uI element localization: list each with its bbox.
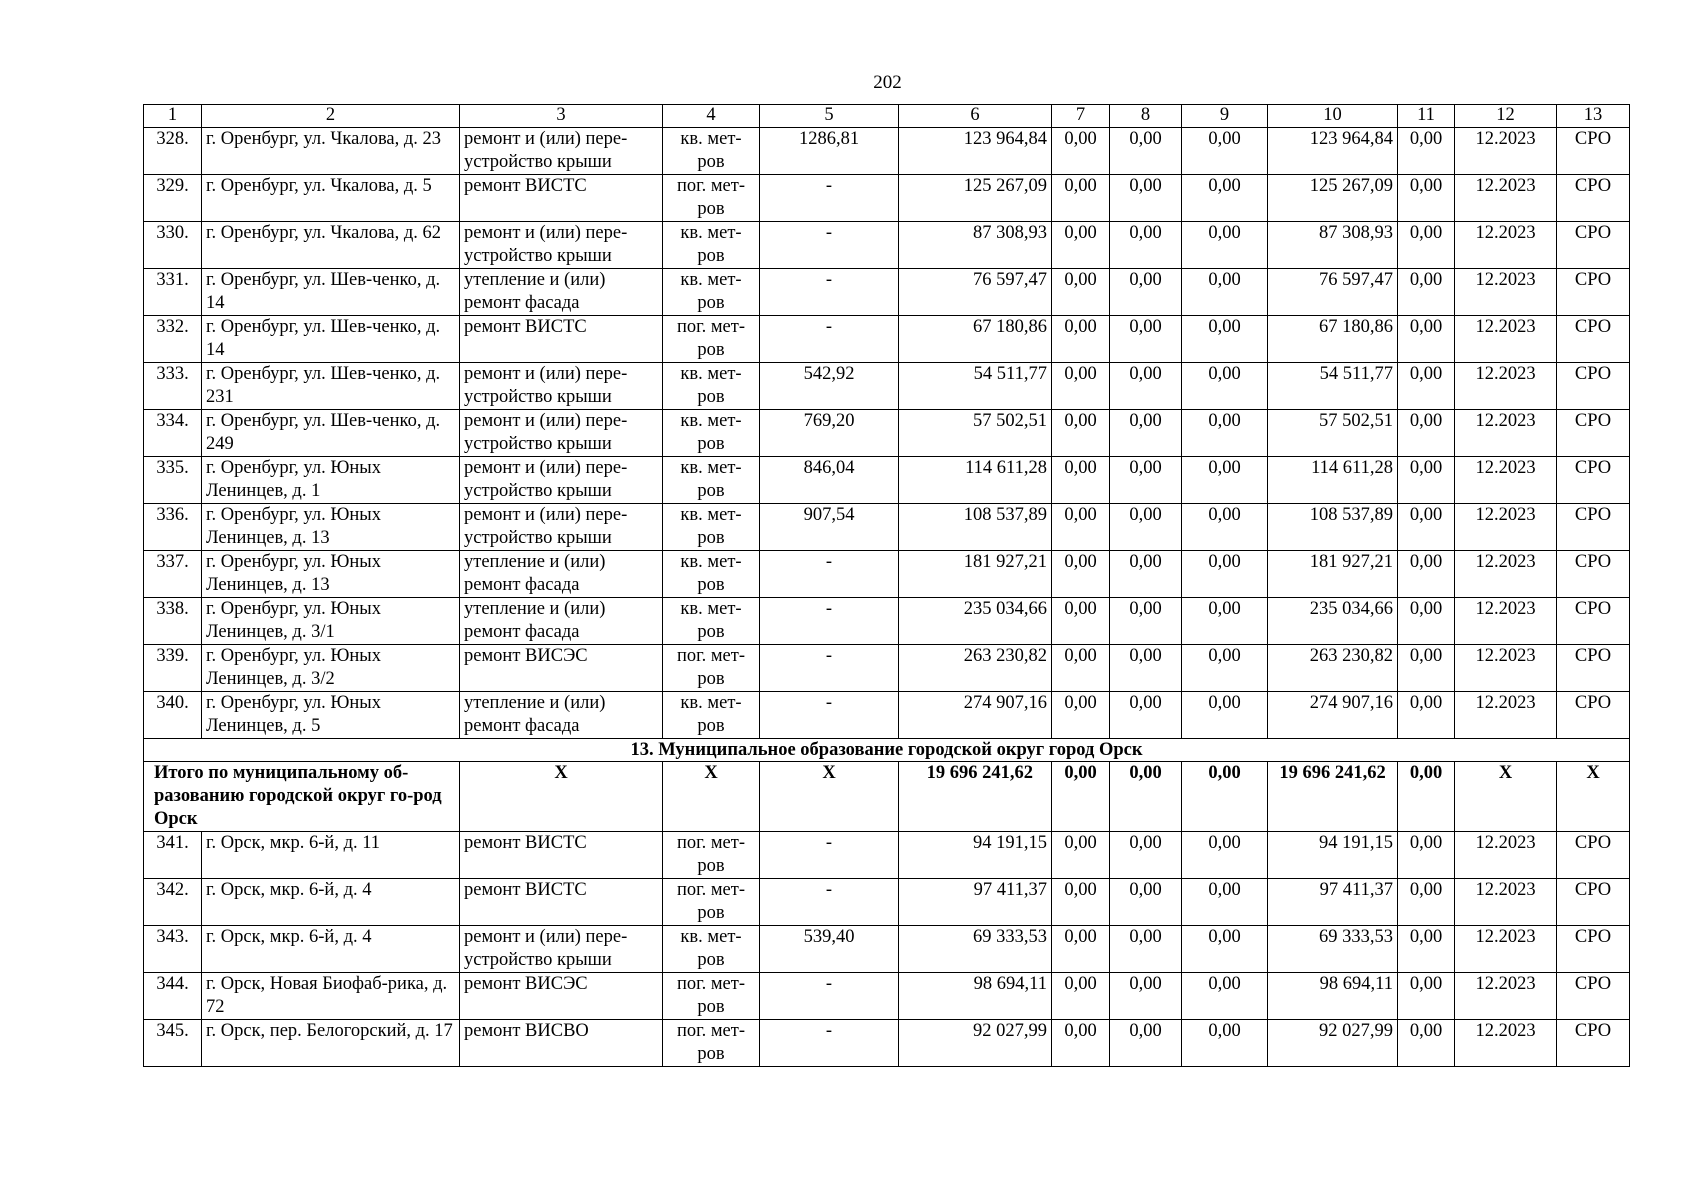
cell-source: СРО: [1557, 645, 1630, 692]
cell-cost: 92 027,99: [899, 1020, 1052, 1067]
cell-address: г. Оренбург, ул. Юных Ленинцев, д. 5: [202, 692, 460, 739]
cell-col-10: 92 027,99: [1268, 1020, 1398, 1067]
cell-col-11: 0,00: [1398, 316, 1455, 363]
cell-row-number: 334.: [144, 410, 202, 457]
cell-col-11: 0,00: [1398, 1020, 1455, 1067]
table-row: [144, 410, 1630, 457]
cell-col-7: 0,00: [1052, 832, 1110, 879]
cell-work-type: утепление и (или) ремонт фасада: [460, 692, 663, 739]
cell-address: г. Оренбург, ул. Юных Ленинцев, д. 13: [202, 551, 460, 598]
cell-col-9: 0,00: [1182, 926, 1268, 973]
cell-row-number: 330.: [144, 222, 202, 269]
cell-col-9: 0,00: [1182, 645, 1268, 692]
cell-area: 907,54: [760, 504, 899, 551]
cell-unit: кв. мет-ров: [663, 269, 760, 316]
orsk-section: [144, 739, 1630, 832]
cell-unit: пог. мет-ров: [663, 1020, 760, 1067]
cell-col-10: 87 308,93: [1268, 222, 1398, 269]
cell-address: г. Оренбург, ул. Чкалова, д. 62: [202, 222, 460, 269]
cell-col-8: 0,00: [1110, 1020, 1182, 1067]
cell-area: -: [760, 692, 899, 739]
cell-source: СРО: [1557, 457, 1630, 504]
cell-unit: кв. мет-ров: [663, 692, 760, 739]
cell-area: -: [760, 269, 899, 316]
cell-row-number: 345.: [144, 1020, 202, 1067]
cell-unit: кв. мет-ров: [663, 598, 760, 645]
cell-col-9: 0,00: [1182, 128, 1268, 175]
cell-unit: пог. мет-ров: [663, 832, 760, 879]
cell-col-9: 0,00: [1182, 832, 1268, 879]
cell-source: СРО: [1557, 692, 1630, 739]
cell-col-9: 0,00: [1182, 1020, 1268, 1067]
cell-address: г. Оренбург, ул. Юных Ленинцев, д. 3/2: [202, 645, 460, 692]
cell-area: 542,92: [760, 363, 899, 410]
cell-cost: 108 537,89: [899, 504, 1052, 551]
cell-col-9: 0,00: [1182, 504, 1268, 551]
cell-deadline: 12.2023: [1455, 363, 1557, 410]
cell-work-type: ремонт и (или) пере-устройство крыши: [460, 128, 663, 175]
cell-col-7: 0,00: [1052, 1020, 1110, 1067]
cell-col-10: 263 230,82: [1268, 645, 1398, 692]
cell-cost: 94 191,15: [899, 832, 1052, 879]
cell-col-10: 274 907,16: [1268, 692, 1398, 739]
cell-col-9: 0,00: [1182, 316, 1268, 363]
table-row: [144, 1020, 1630, 1067]
cell-row-number: 335.: [144, 457, 202, 504]
cell-col-9: 0,00: [1182, 973, 1268, 1020]
table-row: [144, 363, 1630, 410]
column-header: 3: [460, 105, 663, 128]
cell-col-7: 0,00: [1052, 128, 1110, 175]
cell-unit: кв. мет-ров: [663, 551, 760, 598]
total-row: [144, 762, 1630, 832]
cell-source: СРО: [1557, 879, 1630, 926]
column-header: 9: [1182, 105, 1268, 128]
cell-work-type: ремонт ВИСТС: [460, 316, 663, 363]
table-row: [144, 551, 1630, 598]
cell-col-7: 0,00: [1052, 269, 1110, 316]
cell-col-11: 0,00: [1398, 175, 1455, 222]
cell-col-8: 0,00: [1110, 645, 1182, 692]
cell-col-7: 0,00: [1052, 598, 1110, 645]
cell-deadline: 12.2023: [1455, 175, 1557, 222]
column-header: 5: [760, 105, 899, 128]
cell-work-type: ремонт и (или) пере-устройство крыши: [460, 363, 663, 410]
cell-area: -: [760, 175, 899, 222]
cell-col-9: 0,00: [1182, 692, 1268, 739]
cell-deadline: 12.2023: [1455, 598, 1557, 645]
cell-deadline: 12.2023: [1455, 316, 1557, 363]
cell-address: г. Оренбург, ул. Шев-ченко, д. 249: [202, 410, 460, 457]
cell-col-8: 0,00: [1110, 879, 1182, 926]
cell-address: г. Оренбург, ул. Шев-ченко, д. 14: [202, 316, 460, 363]
cell-col-8: 0,00: [1110, 457, 1182, 504]
cell-deadline: 12.2023: [1455, 973, 1557, 1020]
cell-row-number: 342.: [144, 879, 202, 926]
total-label: Итого по муниципальному об-разованию городской округ го-род Орск: [144, 762, 460, 832]
cell-address: г. Орск, пер. Белогорский, д. 17: [202, 1020, 460, 1067]
cell-row-number: 340.: [144, 692, 202, 739]
table-row: [144, 973, 1630, 1020]
cell-col-11: 0,00: [1398, 363, 1455, 410]
cell-col-8: 0,00: [1110, 598, 1182, 645]
cell-col-8: 0,00: [1110, 175, 1182, 222]
cell-area: 769,20: [760, 410, 899, 457]
cell-cost: 97 411,37: [899, 879, 1052, 926]
cell-col-7: 0,00: [1052, 316, 1110, 363]
cell-source: СРО: [1557, 832, 1630, 879]
cell-unit: пог. мет-ров: [663, 316, 760, 363]
cell-col-7: 0,00: [1052, 222, 1110, 269]
cell-work-type: ремонт и (или) пере-устройство крыши: [460, 926, 663, 973]
table-row: [144, 175, 1630, 222]
total-c11: 0,00: [1398, 762, 1455, 832]
cell-col-11: 0,00: [1398, 692, 1455, 739]
cell-col-10: 57 502,51: [1268, 410, 1398, 457]
cell-col-8: 0,00: [1110, 363, 1182, 410]
cell-area: 1286,81: [760, 128, 899, 175]
column-header: 8: [1110, 105, 1182, 128]
cell-source: СРО: [1557, 551, 1630, 598]
column-header: 6: [899, 105, 1052, 128]
cell-col-10: 94 191,15: [1268, 832, 1398, 879]
cell-unit: кв. мет-ров: [663, 128, 760, 175]
cell-row-number: 339.: [144, 645, 202, 692]
table-row: [144, 645, 1630, 692]
cell-source: СРО: [1557, 128, 1630, 175]
cell-source: СРО: [1557, 598, 1630, 645]
cell-work-type: ремонт и (или) пере-устройство крыши: [460, 410, 663, 457]
column-header: 7: [1052, 105, 1110, 128]
column-number-row: [144, 105, 1630, 128]
cell-unit: кв. мет-ров: [663, 926, 760, 973]
cell-source: СРО: [1557, 504, 1630, 551]
total-cost: 19 696 241,62: [899, 762, 1052, 832]
cell-col-10: 123 964,84: [1268, 128, 1398, 175]
cell-col-10: 69 333,53: [1268, 926, 1398, 973]
cell-col-10: 76 597,47: [1268, 269, 1398, 316]
column-header: 13: [1557, 105, 1630, 128]
cell-area: -: [760, 832, 899, 879]
cell-row-number: 336.: [144, 504, 202, 551]
cell-unit: пог. мет-ров: [663, 879, 760, 926]
cell-deadline: 12.2023: [1455, 269, 1557, 316]
column-header: 1: [144, 105, 202, 128]
cell-col-7: 0,00: [1052, 645, 1110, 692]
cell-row-number: 343.: [144, 926, 202, 973]
cell-area: -: [760, 1020, 899, 1067]
cell-col-11: 0,00: [1398, 973, 1455, 1020]
column-header: 11: [1398, 105, 1455, 128]
cell-area: -: [760, 222, 899, 269]
cell-col-8: 0,00: [1110, 128, 1182, 175]
cell-col-11: 0,00: [1398, 645, 1455, 692]
total-c10: 19 696 241,62: [1268, 762, 1398, 832]
cell-unit: кв. мет-ров: [663, 363, 760, 410]
cell-col-10: 54 511,77: [1268, 363, 1398, 410]
cell-source: СРО: [1557, 926, 1630, 973]
total-c5: X: [760, 762, 899, 832]
cell-deadline: 12.2023: [1455, 692, 1557, 739]
cell-area: -: [760, 973, 899, 1020]
cell-address: г. Оренбург, ул. Юных Ленинцев, д. 1: [202, 457, 460, 504]
cell-unit: кв. мет-ров: [663, 222, 760, 269]
cell-cost: 76 597,47: [899, 269, 1052, 316]
cell-col-10: 67 180,86: [1268, 316, 1398, 363]
cell-area: 539,40: [760, 926, 899, 973]
cell-unit: пог. мет-ров: [663, 175, 760, 222]
cell-deadline: 12.2023: [1455, 551, 1557, 598]
table-row: [144, 879, 1630, 926]
cell-address: г. Орск, мкр. 6-й, д. 4: [202, 926, 460, 973]
cell-col-11: 0,00: [1398, 832, 1455, 879]
cell-work-type: ремонт ВИСЭС: [460, 645, 663, 692]
cell-deadline: 12.2023: [1455, 457, 1557, 504]
orsk-rows: [144, 832, 1630, 1067]
cell-area: 846,04: [760, 457, 899, 504]
cell-work-type: утепление и (или) ремонт фасада: [460, 269, 663, 316]
cell-col-11: 0,00: [1398, 269, 1455, 316]
cell-col-11: 0,00: [1398, 410, 1455, 457]
cell-unit: кв. мет-ров: [663, 504, 760, 551]
cell-address: г. Орск, мкр. 6-й, д. 4: [202, 879, 460, 926]
page-number: 202: [873, 72, 902, 93]
cell-col-8: 0,00: [1110, 222, 1182, 269]
total-c3: X: [460, 762, 663, 832]
cell-address: г. Оренбург, ул. Чкалова, д. 5: [202, 175, 460, 222]
column-header: 4: [663, 105, 760, 128]
cell-area: -: [760, 598, 899, 645]
table-row: [144, 832, 1630, 879]
cell-deadline: 12.2023: [1455, 128, 1557, 175]
cell-col-9: 0,00: [1182, 269, 1268, 316]
cell-area: -: [760, 879, 899, 926]
total-c4: X: [663, 762, 760, 832]
cell-col-11: 0,00: [1398, 504, 1455, 551]
total-c9: 0,00: [1182, 762, 1268, 832]
cell-source: СРО: [1557, 269, 1630, 316]
cell-deadline: 12.2023: [1455, 222, 1557, 269]
cell-work-type: ремонт ВИСЭС: [460, 973, 663, 1020]
cell-work-type: утепление и (или) ремонт фасада: [460, 551, 663, 598]
cell-col-10: 235 034,66: [1268, 598, 1398, 645]
total-c7: 0,00: [1052, 762, 1110, 832]
table-row: [144, 504, 1630, 551]
cell-address: г. Оренбург, ул. Юных Ленинцев, д. 13: [202, 504, 460, 551]
cell-col-10: 98 694,11: [1268, 973, 1398, 1020]
column-header: 12: [1455, 105, 1557, 128]
cell-col-7: 0,00: [1052, 879, 1110, 926]
cell-col-7: 0,00: [1052, 973, 1110, 1020]
cell-unit: пог. мет-ров: [663, 973, 760, 1020]
cell-col-7: 0,00: [1052, 692, 1110, 739]
cell-col-7: 0,00: [1052, 926, 1110, 973]
cell-work-type: ремонт ВИСТС: [460, 879, 663, 926]
cell-source: СРО: [1557, 973, 1630, 1020]
cell-deadline: 12.2023: [1455, 645, 1557, 692]
table-row: [144, 457, 1630, 504]
cell-col-7: 0,00: [1052, 504, 1110, 551]
cell-col-9: 0,00: [1182, 410, 1268, 457]
cell-cost: 87 308,93: [899, 222, 1052, 269]
table-row: [144, 926, 1630, 973]
cell-col-10: 97 411,37: [1268, 879, 1398, 926]
cell-row-number: 328.: [144, 128, 202, 175]
cell-col-7: 0,00: [1052, 551, 1110, 598]
cell-deadline: 12.2023: [1455, 926, 1557, 973]
cell-address: г. Оренбург, ул. Шев-ченко, д. 231: [202, 363, 460, 410]
cell-col-10: 125 267,09: [1268, 175, 1398, 222]
cell-source: СРО: [1557, 363, 1630, 410]
table-row: [144, 316, 1630, 363]
cell-row-number: 333.: [144, 363, 202, 410]
cell-col-7: 0,00: [1052, 410, 1110, 457]
table-row: [144, 222, 1630, 269]
cell-col-11: 0,00: [1398, 926, 1455, 973]
cell-work-type: ремонт ВИСТС: [460, 832, 663, 879]
cell-row-number: 338.: [144, 598, 202, 645]
table-row: [144, 692, 1630, 739]
cell-cost: 98 694,11: [899, 973, 1052, 1020]
total-c13: X: [1557, 762, 1630, 832]
cell-col-7: 0,00: [1052, 175, 1110, 222]
cell-area: -: [760, 645, 899, 692]
cell-source: СРО: [1557, 175, 1630, 222]
cell-work-type: ремонт ВИСТС: [460, 175, 663, 222]
cell-col-8: 0,00: [1110, 410, 1182, 457]
cell-cost: 235 034,66: [899, 598, 1052, 645]
cell-col-11: 0,00: [1398, 222, 1455, 269]
cell-col-9: 0,00: [1182, 551, 1268, 598]
cell-deadline: 12.2023: [1455, 879, 1557, 926]
cell-deadline: 12.2023: [1455, 410, 1557, 457]
cell-col-10: 108 537,89: [1268, 504, 1398, 551]
cell-address: г. Оренбург, ул. Юных Ленинцев, д. 3/1: [202, 598, 460, 645]
cell-cost: 57 502,51: [899, 410, 1052, 457]
cell-col-9: 0,00: [1182, 222, 1268, 269]
table-row: [144, 269, 1630, 316]
cell-cost: 114 611,28: [899, 457, 1052, 504]
section-title: 13. Муниципальное образование городской округ город Орск: [144, 739, 1630, 762]
cell-area: -: [760, 551, 899, 598]
total-c12: X: [1455, 762, 1557, 832]
cell-row-number: 344.: [144, 973, 202, 1020]
cell-col-11: 0,00: [1398, 879, 1455, 926]
cell-unit: кв. мет-ров: [663, 410, 760, 457]
cell-unit: пог. мет-ров: [663, 645, 760, 692]
cell-col-8: 0,00: [1110, 551, 1182, 598]
section-header-row: [144, 739, 1630, 762]
cell-cost: 125 267,09: [899, 175, 1052, 222]
orenburg-rows: [144, 128, 1630, 739]
cell-col-10: 114 611,28: [1268, 457, 1398, 504]
cell-deadline: 12.2023: [1455, 832, 1557, 879]
cell-row-number: 337.: [144, 551, 202, 598]
cell-col-9: 0,00: [1182, 879, 1268, 926]
cell-source: СРО: [1557, 1020, 1630, 1067]
cell-col-9: 0,00: [1182, 598, 1268, 645]
cell-address: г. Орск, мкр. 6-й, д. 11: [202, 832, 460, 879]
cell-cost: 181 927,21: [899, 551, 1052, 598]
cell-col-9: 0,00: [1182, 457, 1268, 504]
cell-area: -: [760, 316, 899, 363]
cell-deadline: 12.2023: [1455, 1020, 1557, 1067]
cell-col-8: 0,00: [1110, 973, 1182, 1020]
cell-cost: 69 333,53: [899, 926, 1052, 973]
cell-cost: 54 511,77: [899, 363, 1052, 410]
cell-work-type: ремонт и (или) пере-устройство крыши: [460, 504, 663, 551]
cell-row-number: 331.: [144, 269, 202, 316]
column-header: 2: [202, 105, 460, 128]
cell-work-type: ремонт и (или) пере-устройство крыши: [460, 222, 663, 269]
table-row: [144, 128, 1630, 175]
cell-col-8: 0,00: [1110, 692, 1182, 739]
cell-row-number: 332.: [144, 316, 202, 363]
cell-row-number: 329.: [144, 175, 202, 222]
cell-col-11: 0,00: [1398, 457, 1455, 504]
cell-col-11: 0,00: [1398, 598, 1455, 645]
cell-source: СРО: [1557, 222, 1630, 269]
cell-cost: 263 230,82: [899, 645, 1052, 692]
cell-source: СРО: [1557, 410, 1630, 457]
cell-cost: 67 180,86: [899, 316, 1052, 363]
cell-cost: 123 964,84: [899, 128, 1052, 175]
total-c8: 0,00: [1110, 762, 1182, 832]
cell-row-number: 341.: [144, 832, 202, 879]
cell-col-8: 0,00: [1110, 316, 1182, 363]
cell-source: СРО: [1557, 316, 1630, 363]
cell-col-8: 0,00: [1110, 832, 1182, 879]
cell-work-type: ремонт и (или) пере-устройство крыши: [460, 457, 663, 504]
cell-col-9: 0,00: [1182, 363, 1268, 410]
cell-address: г. Оренбург, ул. Чкалова, д. 23: [202, 128, 460, 175]
table-row: [144, 598, 1630, 645]
cell-cost: 274 907,16: [899, 692, 1052, 739]
cell-col-9: 0,00: [1182, 175, 1268, 222]
cell-col-11: 0,00: [1398, 551, 1455, 598]
cell-address: г. Орск, Новая Биофаб-рика, д. 72: [202, 973, 460, 1020]
cell-col-8: 0,00: [1110, 504, 1182, 551]
column-header: 10: [1268, 105, 1398, 128]
cell-col-7: 0,00: [1052, 363, 1110, 410]
cell-work-type: ремонт ВИСВО: [460, 1020, 663, 1067]
cell-col-10: 181 927,21: [1268, 551, 1398, 598]
capital-repair-table: [143, 104, 1630, 1067]
cell-col-11: 0,00: [1398, 128, 1455, 175]
cell-work-type: утепление и (или) ремонт фасада: [460, 598, 663, 645]
cell-deadline: 12.2023: [1455, 504, 1557, 551]
cell-col-7: 0,00: [1052, 457, 1110, 504]
cell-col-8: 0,00: [1110, 269, 1182, 316]
cell-col-8: 0,00: [1110, 926, 1182, 973]
cell-unit: кв. мет-ров: [663, 457, 760, 504]
cell-address: г. Оренбург, ул. Шев-ченко, д. 14: [202, 269, 460, 316]
